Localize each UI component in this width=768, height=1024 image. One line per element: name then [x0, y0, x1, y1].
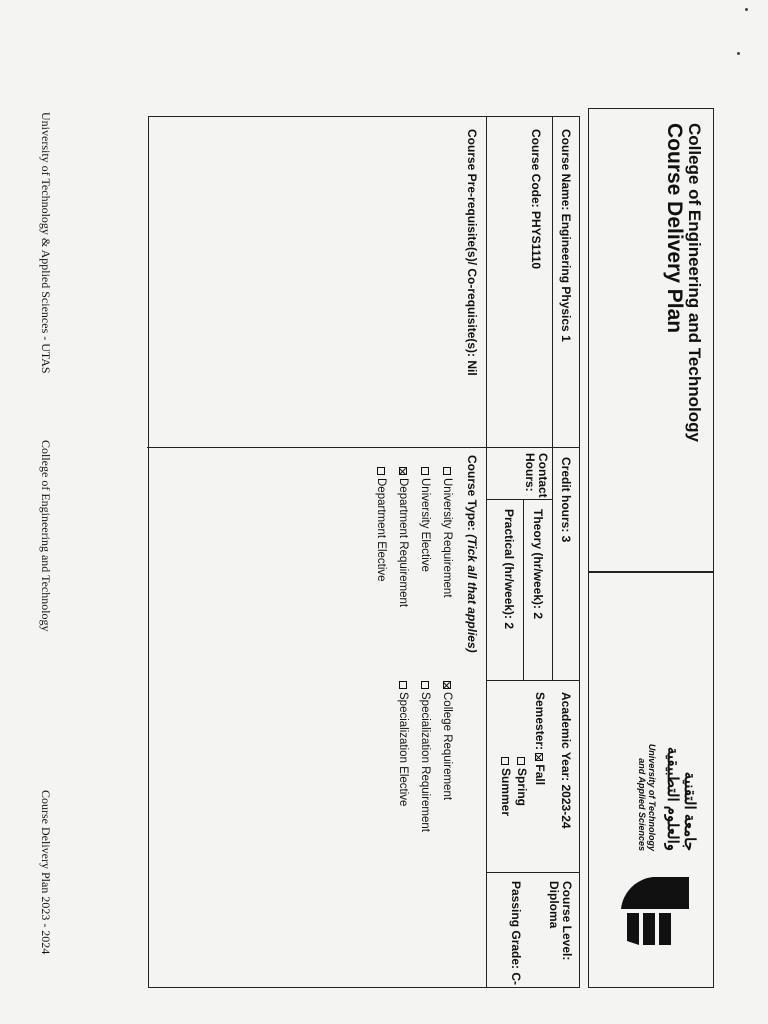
specialization-requirement-label: Specialization Requirement [419, 692, 431, 832]
course-prerequisites: Course Pre-requisite(s)/ Co-requisite(s): Nil [465, 129, 479, 376]
semester-spring-checkbox[interactable] [517, 757, 525, 765]
footer-plan: Course Delivery Plan 2023 - 2024 [39, 790, 53, 955]
header-box [588, 108, 714, 988]
academic-year: Academic Year: 2023-24 [559, 692, 573, 829]
theory-hours: Theory (hr/week): 2 [531, 509, 545, 620]
semester-summer-label: Summer [499, 768, 513, 817]
course-info-table [148, 116, 580, 988]
footer-university: University of Technology & Applied Sciences - UTAS [39, 112, 53, 374]
department-elective-label: Department Elective [375, 478, 387, 582]
logo-english [636, 744, 657, 851]
option-specialization-elective [397, 681, 409, 806]
header-divider [589, 571, 713, 573]
specialization-requirement-checkbox[interactable] [421, 681, 429, 689]
footer-college: College of Engineering and Technology [39, 440, 53, 632]
specialization-elective-checkbox[interactable] [399, 681, 407, 689]
semester-group [533, 692, 547, 785]
course-code: Course Code: PHYS1110 [529, 129, 543, 270]
option-specialization-requirement [419, 681, 431, 832]
option-department-requirement [397, 467, 409, 607]
passing-grade: Passing Grade: C- [509, 881, 523, 986]
practical-hours: Practical (hr/week): 2 [502, 509, 516, 630]
scan-speck [737, 52, 740, 55]
course-level [547, 881, 573, 960]
semester-label: Semester: [533, 692, 547, 751]
logo-arabic-line2: والعلوم التطبيقية [664, 746, 682, 851]
semester-fall-label: Fall [533, 764, 547, 786]
semester-summer-checkbox[interactable] [501, 757, 509, 765]
specialization-elective-label: Specialization Elective [397, 692, 409, 807]
utas-logo-icon [617, 869, 693, 949]
department-requirement-label: Department Requirement [397, 478, 409, 608]
option-university-elective [419, 467, 431, 572]
semester-spring-label: Spring [515, 768, 529, 806]
course-level-label: Course Level: [560, 881, 574, 961]
department-elective-checkbox[interactable] [377, 467, 385, 475]
college-requirement-checkbox[interactable] [443, 681, 451, 689]
semester-summer [499, 757, 513, 816]
university-requirement-label: University Requirement [441, 478, 453, 598]
option-university-requirement [441, 467, 453, 598]
college-name: College of Engineering and Technology [685, 123, 704, 442]
option-college-requirement [441, 681, 453, 800]
course-name: Course Name: Engineering Physics 1 [559, 129, 573, 342]
university-elective-checkbox[interactable] [421, 467, 429, 475]
logo-arabic [664, 747, 697, 851]
option-department-elective [375, 467, 387, 582]
course-level-value: Diploma [546, 881, 561, 929]
scan-speck [745, 8, 748, 11]
semester-spring [515, 757, 529, 806]
course-type-label: Course Type: [465, 455, 479, 531]
logo-english-line2: and Applied Sciences [636, 758, 647, 851]
semester-fall-checkbox[interactable] [535, 753, 543, 761]
course-type-heading [465, 455, 479, 653]
utas-logo [601, 639, 701, 969]
college-requirement-label: College Requirement [441, 692, 453, 801]
university-elective-label: University Elective [419, 478, 431, 572]
logo-english-line1: University of Technology [647, 743, 657, 851]
logo-arabic-line1: جامعة التقنية [681, 771, 698, 851]
department-requirement-checkbox[interactable] [399, 467, 407, 475]
header-title [663, 123, 703, 442]
contact-hours-label: Contact Hours: [522, 453, 550, 498]
page-title: Course Delivery Plan [663, 123, 687, 334]
university-requirement-checkbox[interactable] [443, 467, 451, 475]
credit-hours: Credit hours: 3 [559, 457, 573, 543]
course-type-hint: (Tick all that applies) [465, 534, 479, 653]
